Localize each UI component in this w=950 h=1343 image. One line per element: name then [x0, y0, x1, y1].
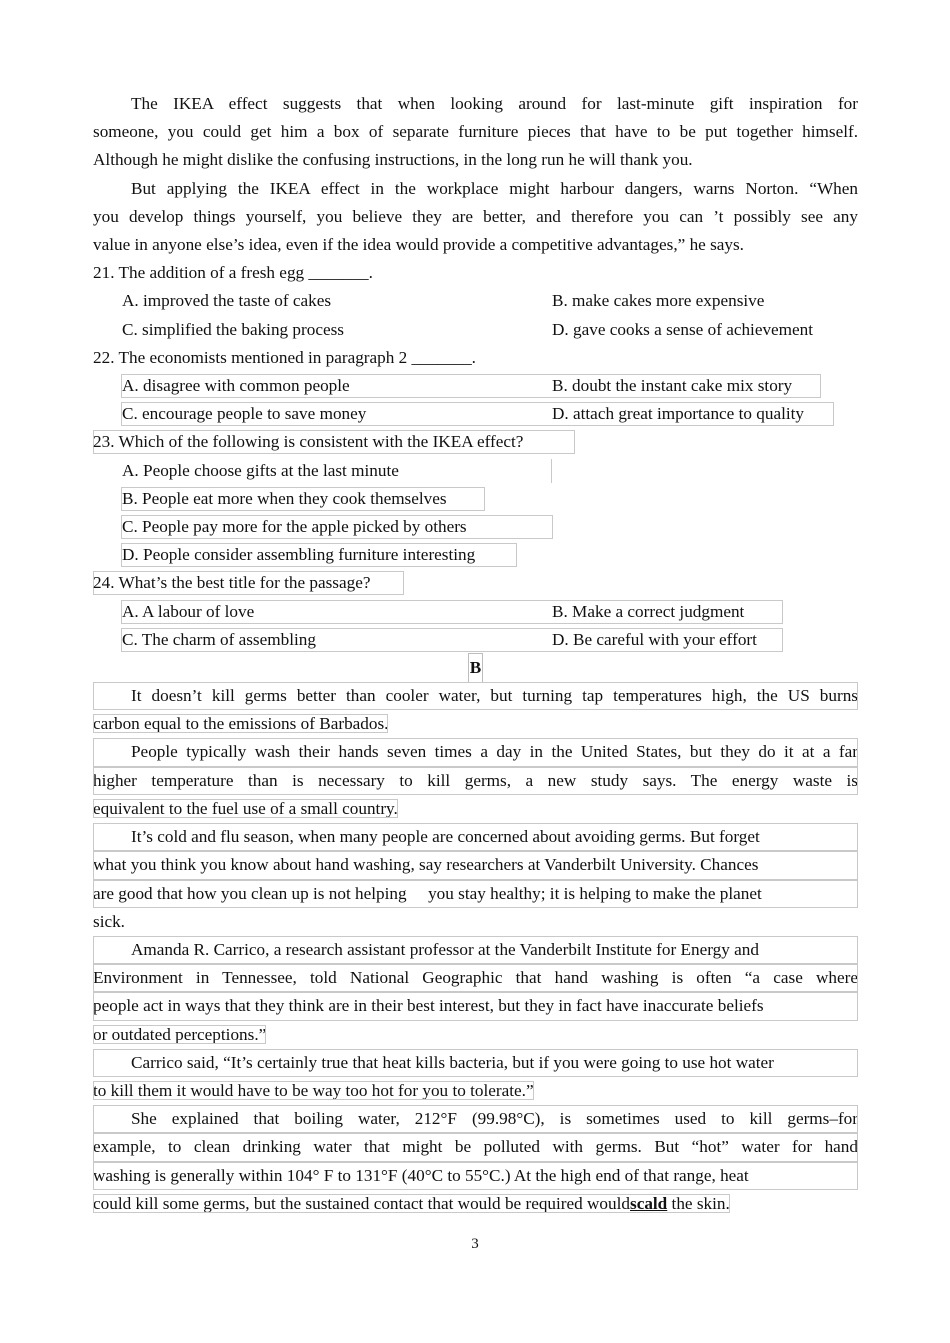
question-24: [93, 569, 858, 654]
text-line: It doesn’t kill germs better than cooler water, but turning tap temperatures high, the US burns: [93, 682, 858, 710]
option-a[interactable]: A. A labour of love: [122, 601, 255, 621]
text-line: The IKEA effect suggests that when looking around for last-minute gift inspiration for: [131, 94, 858, 113]
option-c[interactable]: C. People pay more for the apple picked by others: [122, 516, 467, 536]
text-line: you develop things yourself, you believe they are better, and therefore you can ’t possibly see any: [93, 206, 858, 226]
text-line: people act in ways that they think are in their best interest, but they in fact have inaccurate beliefs: [93, 992, 858, 1020]
option-c[interactable]: C. encourage people to save money: [122, 404, 367, 424]
text-span: equivalent to the fuel use of a small country.: [93, 798, 398, 818]
option-c[interactable]: C. The charm of assembling: [122, 629, 316, 649]
highlighted-word: scald: [630, 1193, 668, 1213]
option-row: [93, 485, 858, 513]
text-line: It’s cold and flu season, when many people are concerned about avoiding germs. But forget: [93, 823, 858, 851]
text-span: could kill some germs, but the sustained contact that would be required would: [93, 1193, 630, 1213]
text-line: People typically wash their hands seven times a day in the United States, but they do it at a far: [93, 738, 858, 766]
question-21: [93, 259, 858, 344]
question-stem: 21. The addition of a fresh egg _______.: [93, 263, 373, 283]
text-line: [93, 1021, 858, 1049]
text-line: washing is generally within 104° F to 131°F (40°C to 55°C.) At the high end of that range, heat: [93, 1162, 858, 1190]
text-line: [93, 710, 858, 738]
text-span: carbon equal to the emissions of Barbados.: [93, 714, 389, 734]
text-line: example, to clean drinking water that might be polluted with germs. But “hot” water for hand: [93, 1133, 858, 1161]
option-row: [93, 457, 858, 485]
option-a[interactable]: A. People choose gifts at the last minute: [122, 460, 399, 480]
text-line: higher temperature than is necessary to kill germs, a new study says. The energy waste is: [93, 767, 858, 795]
option-b[interactable]: B. make cakes more expensive: [552, 291, 765, 311]
passage-a-paragraph-2: [93, 175, 858, 260]
text-line: [93, 795, 858, 823]
option-row: [93, 513, 858, 541]
question-23: [93, 428, 858, 569]
text-line: Environment in Tennessee, told National Geographic that hand washing is often “a case where: [93, 964, 858, 992]
question-stem: 23. Which of the following is consistent with the IKEA effect?: [93, 432, 524, 452]
passage-a-paragraph-1: [93, 90, 858, 175]
section-heading: [93, 654, 858, 682]
option-row: [93, 400, 858, 428]
question-22: [93, 344, 858, 429]
question-stem: 22. The economists mentioned in paragraph 2 _______.: [93, 347, 476, 367]
question-stem-row: [93, 569, 858, 597]
passage-b-paragraph-4: [93, 936, 858, 1049]
passage-b-paragraph-6: [93, 1105, 858, 1218]
passage-b-paragraph-3: [93, 823, 858, 936]
option-d[interactable]: D. People consider assembling furniture interesting: [122, 545, 476, 565]
option-row: [93, 316, 858, 344]
text-line: [93, 1190, 858, 1218]
option-row: [93, 541, 858, 569]
text-line: Amanda R. Carrico, a research assistant professor at the Vanderbilt Institute for Energy and: [93, 936, 858, 964]
option-row: [93, 598, 858, 626]
text-line: value in anyone else’s idea, even if the idea would provide a competitive advantages,” he says.: [93, 235, 744, 255]
text-line: Carrico said, “It’s certainly true that heat kills bacteria, but if you were going to use hot water: [93, 1049, 858, 1077]
section-label: B: [469, 654, 482, 682]
text-span: to kill them it would have to be way too hot for you to tolerate.”: [93, 1080, 534, 1100]
question-stem: 24. What’s the best title for the passage?: [93, 573, 371, 593]
option-b[interactable]: B. People eat more when they cook themselves: [122, 488, 447, 508]
passage-b-paragraph-5: [93, 1049, 858, 1105]
option-d[interactable]: D. Be careful with your effort: [552, 629, 757, 649]
text-span: the skin.: [667, 1193, 730, 1213]
option-frame: [551, 459, 552, 483]
text-line: someone, you could get him a box of separate furniture pieces that have to be put together himself.: [93, 122, 858, 142]
option-d[interactable]: D. gave cooks a sense of achievement: [552, 319, 814, 339]
option-row: [93, 287, 858, 315]
option-d[interactable]: D. attach great importance to quality: [552, 404, 804, 424]
option-a[interactable]: A. improved the taste of cakes: [122, 291, 332, 311]
passage-b-paragraph-2: [93, 738, 858, 823]
option-b[interactable]: B. doubt the instant cake mix story: [552, 376, 793, 395]
page-number: 3: [471, 1236, 479, 1252]
text-line: are good that how you clean up is not helping you stay healthy; it is helping to make the planet: [93, 880, 858, 908]
text-line: what you think you know about hand washing, say researchers at Vanderbilt University. Chances: [93, 851, 858, 879]
question-stem-row: [93, 428, 858, 456]
passage-b-paragraph-1: [93, 682, 858, 738]
option-b[interactable]: B. Make a correct judgment: [552, 601, 745, 621]
option-row: [93, 626, 858, 654]
document-page: [93, 90, 858, 1218]
option-a[interactable]: A. disagree with common people: [122, 376, 350, 395]
text-line: Although he might dislike the confusing instructions, in the long run he will thank you.: [93, 150, 693, 170]
text-line: [93, 1077, 858, 1105]
text-line: She explained that boiling water, 212°F (99.98°C), is sometimes used to kill germs–for: [93, 1105, 858, 1133]
option-row: [93, 372, 858, 400]
text-span: or outdated perceptions.”: [93, 1024, 267, 1044]
option-c[interactable]: C. simplified the baking process: [122, 319, 344, 339]
text-line: sick.: [93, 911, 125, 931]
text-span: [93, 1194, 730, 1213]
text-line: But applying the IKEA effect in the workplace might harbour dangers, warns Norton. “When: [131, 178, 858, 198]
